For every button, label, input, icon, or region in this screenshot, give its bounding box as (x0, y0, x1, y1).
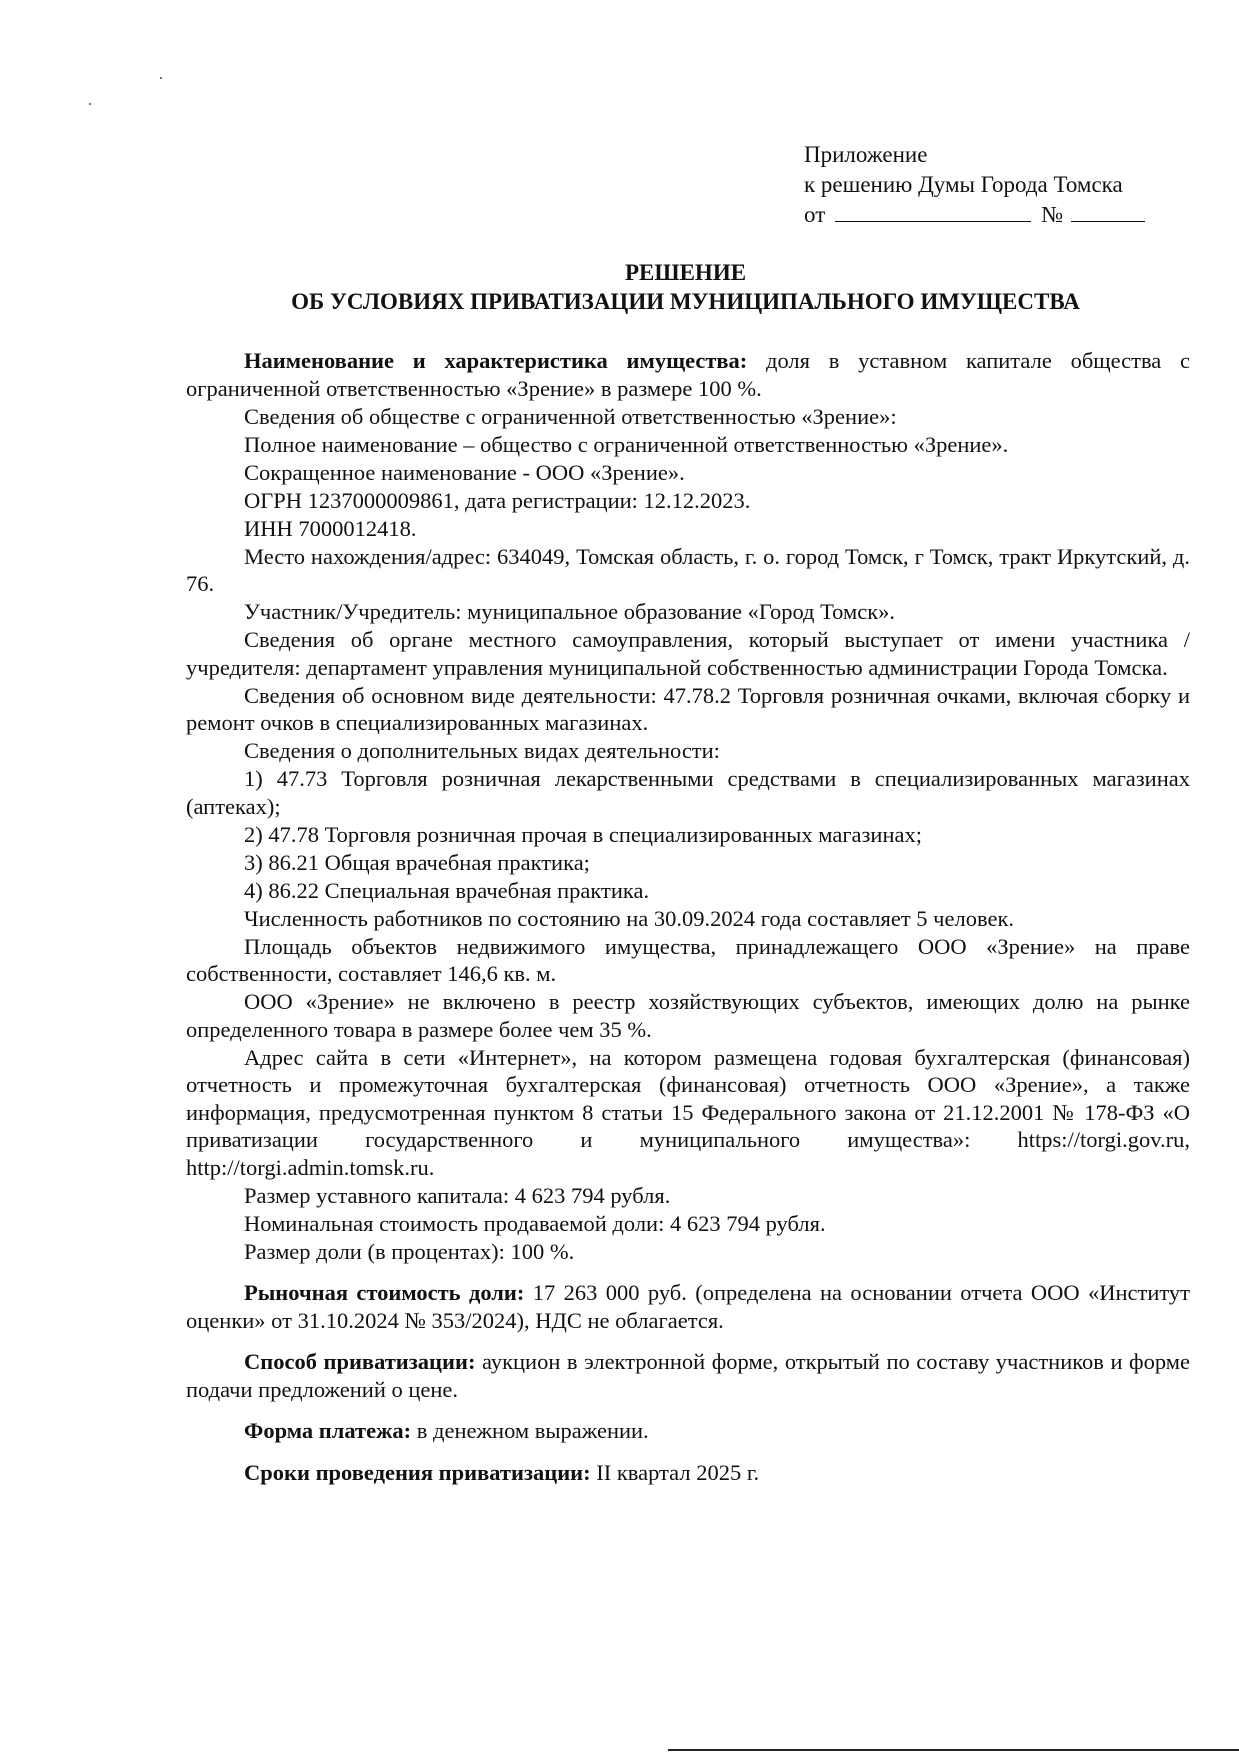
paragraph: Адрес сайта в сети «Интернет», на котором размещена годовая бухгалтерская (финансовая) отчетность и промежуточная бухгалтерская (финансовая) отчетность ООО «Зрение», а также информация, предусмотренная пунктом 8 статьи 15 Федерального закона от 21.12.2001 № 178-ФЗ «О приватизации государственного и муниципального имущества»: https://torgi.gov.ru, http://torgi.admin.tomsk.ru. (186, 1044, 1190, 1180)
annex-number-label: № (1041, 202, 1064, 227)
paragraph: Сведения об органе местного самоуправления, который выступает от имени участника / учредителя: департамент управления муниципальной собственностью администрации Города Томска. (186, 627, 1190, 680)
paragraph: Размер доли (в процентах): 100 %. (244, 1238, 575, 1264)
document-title: РЕШЕНИЕ (624, 260, 747, 285)
paragraph: Численность работников по состоянию на 30.09.2024 года составляет 5 человек. (244, 905, 1014, 931)
paragraph: Участник/Учредитель: муниципальное образование «Город Томск». (244, 599, 896, 624)
paragraph-market-value: Рыночная стоимость доли: 17 263 000 руб. (определена на основании отчета ООО «Институт оценки» от 31.10.2024 № 353/2024), НДС не облагается. (186, 1280, 1190, 1333)
scan-edge-line (668, 1749, 1239, 1751)
annex-reference: к решению Думы Города Томска (804, 172, 1123, 197)
paragraph: Место нахождения/адрес: 634049, Томская область, г. о. город Томск, г Томск, тракт Иркутский, д. 76. (186, 543, 1190, 596)
paragraph: Сокращенное наименование - ООО «Зрение». (244, 459, 685, 485)
list-item: 1) 47.73 Торговля розничная лекарственными средствами в специализированных магазинах (аптеках); (186, 766, 1190, 819)
annex-date-label: от (804, 202, 826, 227)
paragraph: Сведения о дополнительных видах деятельности: (244, 738, 720, 763)
paragraph: ИНН 7000012418. (244, 515, 417, 541)
list-item: 2) 47.78 Торговля розничная прочая в специализированных магазинах; (244, 821, 922, 847)
paragraph: ОГРН 1237000009861, дата регистрации: 12.12.2023. (244, 487, 751, 513)
market-value-label: Рыночная стоимость доли: (244, 1280, 525, 1305)
paragraph-property-description: Наименование и характеристика имущества: доля в уставном капитале общества с ограниченной ответственностью «Зрение» в размере 100 %. (186, 348, 1191, 401)
privatization-term-label: Сроки проведения приватизации: (244, 1459, 591, 1485)
annex-title: Приложение (804, 142, 928, 167)
scan-speck (89, 103, 91, 105)
paragraph-payment-form: Форма платежа: в денежном выражении. (244, 1418, 649, 1443)
date-blank (835, 201, 1031, 222)
scan-speck (160, 77, 162, 79)
annex-date-number-line (804, 200, 1145, 230)
document-subtitle: ОБ УСЛОВИЯХ ПРИВАТИЗАЦИИ МУНИЦИПАЛЬНОГО ИМУЩЕСТВА (291, 289, 1080, 314)
document-body (186, 347, 1190, 1487)
paragraph-privatization-method: Способ приватизации: аукцион в электронной форме, открытый по составу участников и форме подачи предложений о цене. (186, 1349, 1190, 1402)
list-item: 3) 86.21 Общая врачебная практика; (244, 849, 590, 875)
privatization-method-label: Способ приватизации: (244, 1349, 476, 1374)
paragraph: Номинальная стоимость продаваемой доли: 4 623 794 рубля. (244, 1210, 826, 1236)
paragraph-privatization-term: Сроки проведения приватизации: II квартал 2025 г. (244, 1459, 760, 1485)
paragraph: Размер уставного капитала: 4 623 794 рубля. (244, 1182, 671, 1208)
property-description-label: Наименование и характеристика имущества: (244, 348, 748, 373)
paragraph: Сведения об обществе с ограниченной ответственностью «Зрение»: (244, 403, 897, 429)
paragraph: Сведения об основном виде деятельности: 47.78.2 Торговля розничная очками, включая сборку и ремонт очков в специализированных магазинах. (186, 682, 1190, 735)
list-item: 4) 86.22 Специальная врачебная практика. (244, 877, 650, 903)
annex-block (804, 140, 1145, 230)
payment-form-label: Форма платежа: (244, 1418, 412, 1443)
paragraph: Площадь объектов недвижимого имущества, принадлежащего ООО «Зрение» на праве собственности, составляет 146,6 кв. м. (186, 933, 1190, 986)
paragraph: Полное наименование – общество с ограниченной ответственностью «Зрение». (244, 431, 1009, 457)
paragraph: ООО «Зрение» не включено в реестр хозяйствующих субъектов, имеющих долю на рынке определенного товара в размере более чем 35 %. (186, 989, 1190, 1042)
number-blank (1071, 201, 1145, 222)
